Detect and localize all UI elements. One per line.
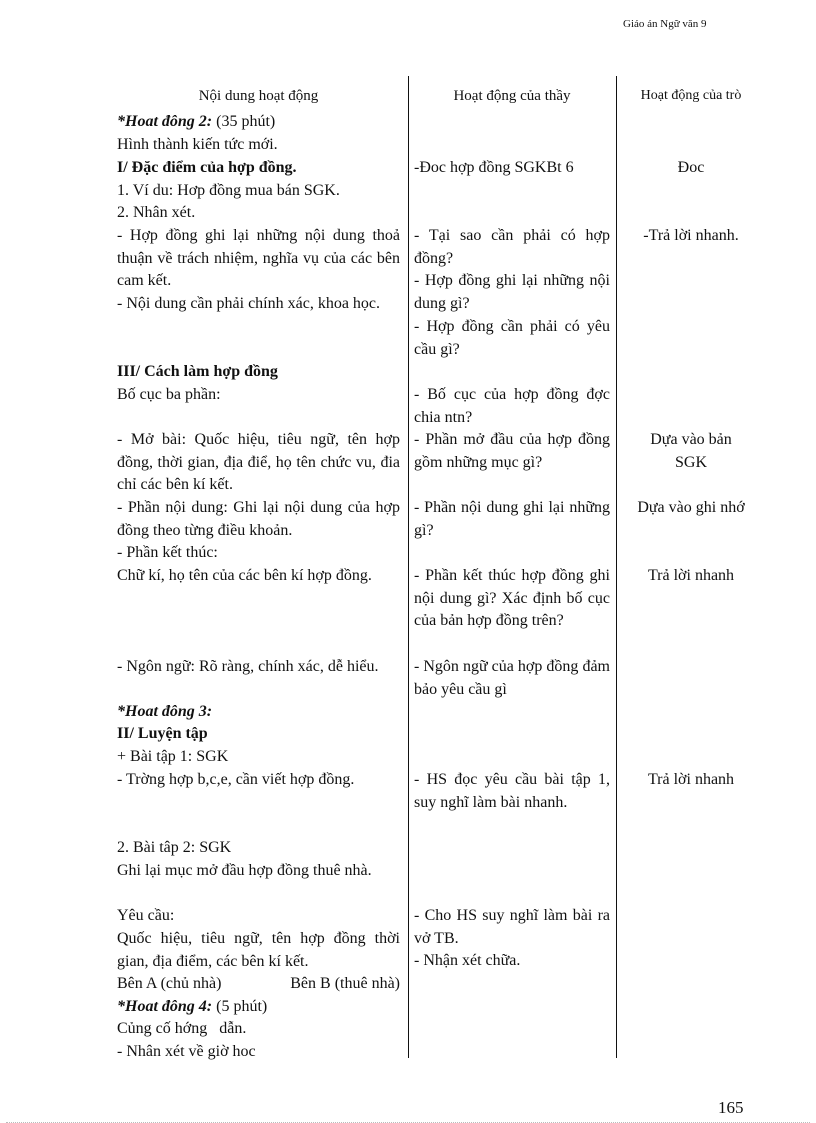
column-header-teacher: Hoạt động của thầy — [453, 88, 571, 104]
teacher-activity: - Cho HS suy nghĩ làm bài ra vở TB. — [414, 907, 610, 947]
parties-line — [117, 973, 400, 996]
column-header-content: Nội dung hoạt động — [198, 88, 319, 104]
student-activity: Dựa vào bản SGK — [650, 431, 732, 471]
example-text: 1. Ví du: Hơp đồng mua bán SGK. — [117, 182, 340, 199]
section-heading: I/ Đặc điểm của hợp đồng. — [117, 159, 297, 176]
remark-heading: 2. Nhân xét. — [117, 204, 196, 221]
content-paragraph: - Phần nội dung: Ghi lại nội dung của hợp đồng theo từng điều khoản. — [117, 499, 400, 539]
content-paragraph: - Phần kết thúc: — [117, 544, 218, 561]
teacher-activity: - Phần kết thúc hợp đồng ghi nội dung gì? Xác định bố cục của bản hợp đồng trên? — [414, 567, 610, 630]
teacher-activity: - Ngôn ngữ của hợp đồng đảm bảo yêu cầu gì — [414, 658, 610, 698]
teacher-activity: - Tại sao cần phải có hợp đồng? — [414, 227, 610, 267]
student-activity: -Trả lời nhanh. — [643, 227, 739, 244]
teacher-activity: - HS đọc yêu cầu bài tập 1, suy nghĩ làm bài nhanh. — [414, 771, 610, 811]
column-header-student: Hoạt động của trò — [640, 88, 742, 103]
content-paragraph: - Nội dung cần phải chính xác, khoa học. — [117, 295, 381, 312]
party-b: Bên B (thuê nhà) — [290, 975, 400, 992]
teacher-activity: - Hợp đồng ghi lại những nội dung gì? — [414, 272, 610, 312]
student-activity: Đoc — [677, 159, 705, 176]
section-heading: II/ Luyện tập — [117, 725, 208, 742]
requirement-label: Yêu cầu: — [117, 907, 175, 924]
consolidation-text: Củng cố hớng dẫn. — [117, 1020, 247, 1037]
teacher-activity: - Phần nội dung ghi lại những gì? — [414, 499, 610, 539]
student-activity: Dựa vào ghi nhớ — [637, 499, 745, 516]
content-paragraph: Quốc hiệu, tiêu ngữ, tên hợp đồng thời gian, địa điểm, các bên kí kết. — [117, 930, 400, 970]
student-activity: Trả lời nhanh — [647, 771, 735, 788]
column-divider — [616, 76, 617, 1058]
activity-4-heading: *Hoat đông 4: (5 phút) — [117, 998, 268, 1015]
content-paragraph: Ghi lại mục mở đầu hợp đồng thuê nhà. — [117, 862, 372, 879]
teacher-activity: -Đoc hợp đồng SGKBt 6 — [414, 159, 574, 176]
content-paragraph: - Mở bài: Quốc hiệu, tiêu ngữ, tên hợp đồng, thời gian, địa điể, họ tên chức vu, đia chỉ các bên kí kết. — [117, 431, 400, 494]
content-paragraph: Chữ kí, họ tên của các bên kí hợp đồng. — [117, 567, 372, 584]
structure-text: Bố cục ba phần: — [117, 386, 221, 403]
exercise-1-label: + Bài tập 1: SGK — [117, 748, 229, 765]
content-paragraph: - Ngôn ngữ: Rõ ràng, chính xác, dễ hiểu. — [117, 658, 379, 675]
teacher-activity: - Nhận xét chữa. — [414, 952, 521, 969]
exercise-2-label: 2. Bài tâp 2: SGK — [117, 839, 232, 856]
teacher-activity: - Hợp đồng cần phải có yêu cầu gì? — [414, 318, 610, 358]
content-paragraph: - Nhân xét về giờ hoc — [117, 1043, 256, 1060]
form-knowledge-text: Hình thành kiến tức mới. — [117, 136, 278, 153]
page-header: Giáo án Ngữ văn 9 — [623, 18, 707, 30]
activity-2-heading: *Hoat đông 2: (35 phút) — [117, 113, 276, 130]
content-paragraph: - Trờng hợp b,c,e, cần viết hợp đồng. — [117, 771, 355, 788]
page-number: 165 — [718, 1098, 744, 1117]
activity-3-heading: *Hoat đông 3: — [117, 703, 213, 720]
teacher-activity: - Bố cục của hợp đồng đợc chia ntn? — [414, 386, 622, 426]
section-heading: III/ Cách làm hợp đồng — [117, 363, 278, 380]
content-paragraph: - Hợp đồng ghi lại những nội dung thoả thuận về trách nhiệm, nghĩa vụ của các bên cam kết. — [117, 227, 400, 290]
teacher-activity: - Phần mở đầu của hợp đồng gồm những mục gì? — [414, 431, 610, 471]
party-a: Bên A (chủ nhà) — [117, 975, 222, 992]
column-divider — [408, 76, 409, 1058]
student-activity: Trả lời nhanh — [647, 567, 735, 584]
